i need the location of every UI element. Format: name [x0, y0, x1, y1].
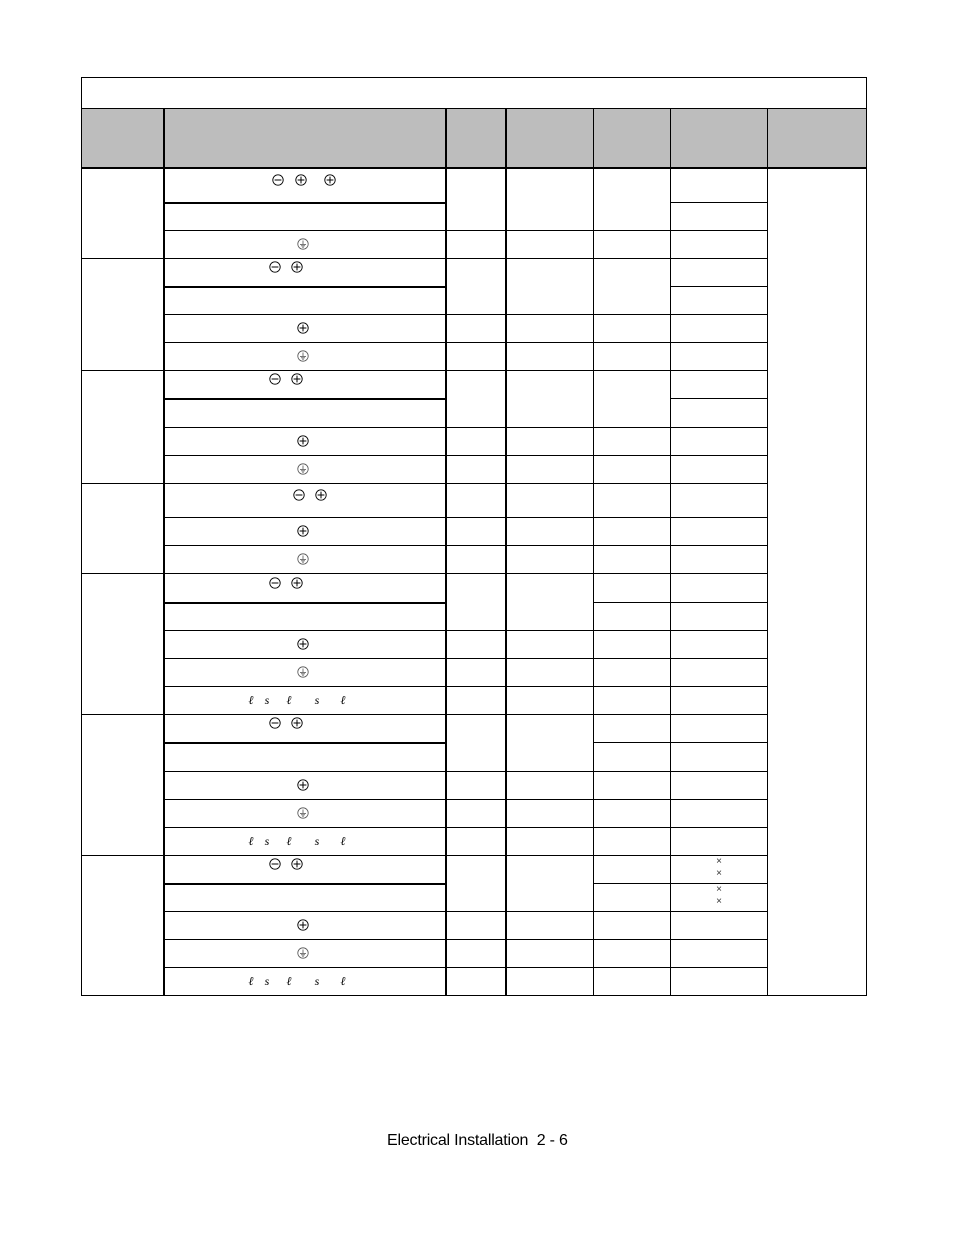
- ess-glyph-icon: s: [264, 974, 270, 988]
- row-rule: [445, 799, 670, 800]
- page-footer: Electrical Installation 2 - 6: [387, 1132, 568, 1149]
- group-separator: [81, 855, 767, 856]
- row-rule: [163, 686, 445, 687]
- row-rule: [163, 658, 445, 659]
- plus-circle-icon: [291, 261, 303, 273]
- row-rule: [445, 427, 670, 428]
- ell-glyph-icon: ℓ: [340, 693, 346, 707]
- row-rule: [163, 602, 445, 604]
- row-rule: [670, 630, 767, 631]
- row-rule: [163, 286, 445, 288]
- header-column-divider: [767, 108, 768, 167]
- row-rule: [445, 658, 670, 659]
- row-rule: [163, 911, 445, 912]
- minus-circle-icon: [269, 717, 281, 729]
- row-rule: [670, 742, 767, 743]
- minus-circle-icon: [269, 577, 281, 589]
- group-separator: [81, 714, 767, 715]
- ell-glyph-icon: ℓ: [248, 974, 254, 988]
- row-rule: [163, 314, 445, 315]
- row-rule: [163, 230, 445, 231]
- row-rule: [670, 827, 767, 828]
- row-rule: [445, 230, 670, 231]
- header-row-rule: [81, 167, 866, 169]
- body-column-divider: [670, 167, 671, 995]
- ess-glyph-icon: s: [264, 834, 270, 848]
- row-rule: [670, 342, 767, 343]
- table-border-bottom: [81, 995, 867, 996]
- plus-circle-icon: [291, 717, 303, 729]
- group-separator: [81, 573, 767, 574]
- row-rule: [670, 427, 767, 428]
- row-rule: [445, 967, 670, 968]
- group-separator: [81, 483, 767, 484]
- row-rule: [163, 771, 445, 772]
- plus-circle-icon: [315, 489, 327, 501]
- ess-glyph-icon: s: [314, 834, 320, 848]
- ess-glyph-icon: s: [264, 693, 270, 707]
- row-rule: [163, 799, 445, 800]
- row-rule: [445, 911, 670, 912]
- ell-glyph-icon: ℓ: [286, 693, 292, 707]
- row-rule: [670, 314, 767, 315]
- row-rule: [593, 742, 670, 743]
- body-column-divider: [767, 167, 768, 995]
- row-rule: [670, 398, 767, 399]
- header-column-divider: [670, 108, 671, 167]
- table-border-top: [81, 77, 867, 78]
- row-rule: [445, 545, 670, 546]
- row-rule: [445, 939, 670, 940]
- ell-glyph-icon: ℓ: [340, 834, 346, 848]
- plus-circle-icon: [324, 174, 336, 186]
- ground-icon: [297, 553, 309, 565]
- row-rule: [445, 630, 670, 631]
- body-column-divider: [445, 167, 447, 995]
- multiplication-sign-icon: ×: [716, 896, 722, 907]
- row-rule: [670, 967, 767, 968]
- title-row-rule: [81, 108, 866, 109]
- row-rule: [163, 517, 445, 518]
- row-rule: [163, 827, 445, 828]
- header-column-divider: [163, 108, 165, 167]
- plus-circle-icon: [297, 638, 309, 650]
- row-rule: [163, 427, 445, 428]
- ell-glyph-icon: ℓ: [248, 834, 254, 848]
- row-rule: [445, 342, 670, 343]
- plus-circle-icon: [297, 322, 309, 334]
- row-rule: [163, 545, 445, 546]
- plus-circle-icon: [291, 577, 303, 589]
- row-rule: [445, 517, 670, 518]
- ground-icon: [297, 666, 309, 678]
- row-rule: [593, 602, 670, 603]
- header-column-divider: [593, 108, 594, 167]
- multiplication-sign-icon: ×: [716, 884, 722, 895]
- row-rule: [670, 911, 767, 912]
- row-rule: [163, 398, 445, 400]
- row-rule: [670, 545, 767, 546]
- row-rule: [163, 202, 445, 204]
- column-header-band: [81, 108, 866, 167]
- plus-circle-icon: [291, 373, 303, 385]
- table-border-left: [81, 77, 82, 996]
- row-rule: [445, 314, 670, 315]
- ground-icon: [297, 463, 309, 475]
- row-rule: [445, 455, 670, 456]
- plus-circle-icon: [297, 435, 309, 447]
- ground-icon: [297, 350, 309, 362]
- ground-icon: [297, 238, 309, 250]
- row-rule: [670, 202, 767, 203]
- row-rule: [445, 827, 670, 828]
- minus-circle-icon: [272, 174, 284, 186]
- ell-glyph-icon: ℓ: [248, 693, 254, 707]
- body-column-divider: [163, 167, 165, 995]
- ground-icon: [297, 807, 309, 819]
- plus-circle-icon: [295, 174, 307, 186]
- minus-circle-icon: [293, 489, 305, 501]
- body-column-divider: [505, 167, 507, 995]
- row-rule: [670, 799, 767, 800]
- row-rule: [670, 286, 767, 287]
- row-rule: [163, 742, 445, 744]
- row-rule: [163, 939, 445, 940]
- ess-glyph-icon: s: [314, 974, 320, 988]
- ell-glyph-icon: ℓ: [340, 974, 346, 988]
- ell-glyph-icon: ℓ: [286, 834, 292, 848]
- ground-icon: [297, 947, 309, 959]
- plus-circle-icon: [297, 919, 309, 931]
- multiplication-sign-icon: ×: [716, 856, 722, 867]
- plus-circle-icon: [291, 858, 303, 870]
- row-rule: [163, 967, 445, 968]
- row-rule: [445, 771, 670, 772]
- row-rule: [670, 602, 767, 603]
- row-rule: [445, 686, 670, 687]
- plus-circle-icon: [297, 779, 309, 791]
- row-rule: [163, 342, 445, 343]
- group-separator: [81, 258, 767, 259]
- group-separator: [81, 370, 767, 371]
- ell-glyph-icon: ℓ: [286, 974, 292, 988]
- body-column-divider: [593, 167, 594, 995]
- row-rule: [163, 630, 445, 631]
- row-rule: [670, 686, 767, 687]
- row-rule: [670, 230, 767, 231]
- row-rule: [670, 658, 767, 659]
- row-rule: [670, 939, 767, 940]
- minus-circle-icon: [269, 373, 281, 385]
- row-rule: [670, 517, 767, 518]
- minus-circle-icon: [269, 261, 281, 273]
- header-column-divider: [505, 108, 507, 167]
- plus-circle-icon: [297, 525, 309, 537]
- multiplication-sign-icon: ×: [716, 868, 722, 879]
- row-rule: [670, 771, 767, 772]
- row-rule: [670, 455, 767, 456]
- row-rule: [163, 883, 445, 885]
- table-border-right: [866, 77, 867, 996]
- minus-circle-icon: [269, 858, 281, 870]
- header-column-divider: [445, 108, 447, 167]
- row-rule: [163, 455, 445, 456]
- row-rule: [593, 883, 670, 884]
- ess-glyph-icon: s: [314, 693, 320, 707]
